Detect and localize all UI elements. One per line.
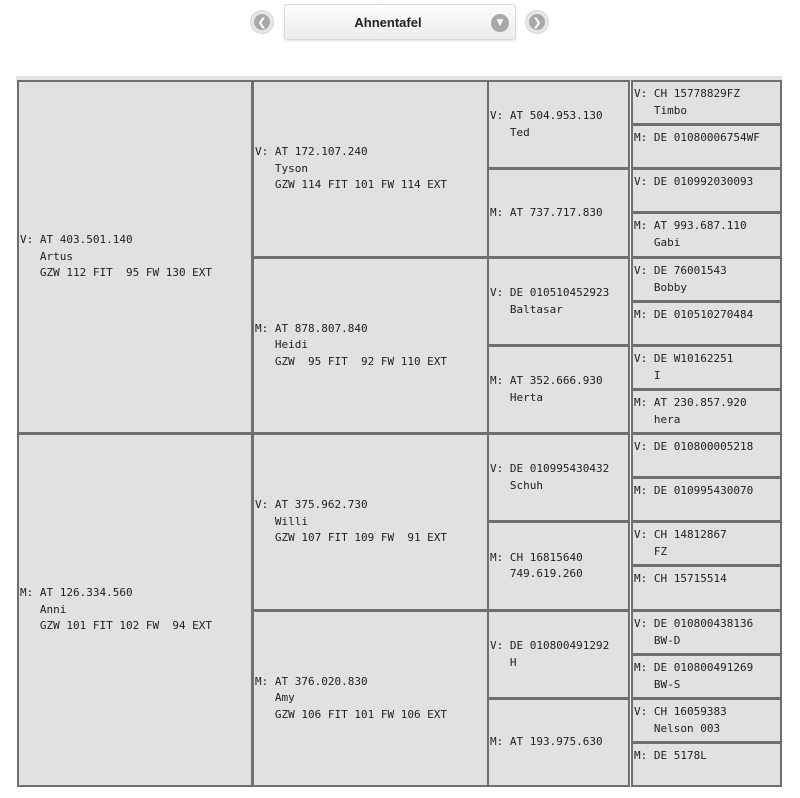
- grandparent-cell: [252, 257, 489, 434]
- previous-button[interactable]: [251, 11, 273, 33]
- great-grandparent-cell: [487, 168, 630, 258]
- animal-name: 749.619.260: [490, 567, 583, 580]
- animal-id: M: AT 352.666.930: [490, 374, 603, 387]
- great-great-grandparent-cell: [631, 610, 782, 655]
- great-grandparent-cell: [487, 345, 630, 434]
- animal-id: M: AT 193.975.630: [490, 735, 603, 749]
- animal-id: M: AT 993.687.110: [634, 219, 747, 232]
- great-great-grandparent-cell: [631, 80, 782, 125]
- great-great-grandparent-cell: [631, 301, 782, 346]
- great-great-grandparent-cell: [631, 521, 782, 566]
- grandparent-cell: [252, 433, 489, 611]
- animal-name: I: [634, 368, 661, 382]
- animal-info: [490, 108, 603, 141]
- animal-info: [255, 497, 447, 547]
- animal-id: V: AT 403.501.140: [20, 233, 133, 247]
- animal-id: V: DE 010800438136: [634, 617, 754, 630]
- animal-id: V: DE 010800005218: [634, 440, 754, 453]
- animal-info: [634, 307, 753, 324]
- animal-id: M: CH 15715514: [634, 572, 727, 585]
- animal-name: Tyson: [255, 161, 308, 175]
- parent-cell: [17, 433, 253, 787]
- animal-name: BW-S: [634, 677, 681, 691]
- animal-name: Baltasar: [490, 302, 563, 316]
- great-great-grandparent-cell: [631, 257, 782, 302]
- animal-name: Artus: [20, 249, 73, 263]
- animal-name: H: [490, 655, 517, 669]
- animal-id: M: DE 010800491269: [634, 661, 754, 674]
- animal-id: V: DE 010995430432: [490, 462, 610, 475]
- animal-name: FZ: [634, 544, 668, 558]
- page-title: Ahnentafel: [354, 14, 422, 30]
- animal-info: [634, 174, 753, 191]
- great-great-grandparent-cell: [631, 345, 782, 390]
- animal-info: [490, 285, 609, 318]
- animal-name: BW-D: [634, 633, 681, 647]
- chevron-right-icon: ❯: [529, 14, 545, 30]
- animal-info: [634, 483, 753, 500]
- animal-info: [490, 638, 609, 671]
- animal-id: V: DE 010992030093: [634, 175, 754, 188]
- great-great-grandparent-cell: [631, 433, 782, 478]
- animal-info: [634, 218, 747, 251]
- great-grandparent-cell: [487, 433, 630, 522]
- animal-id: M: DE 010510270484: [634, 308, 754, 321]
- animal-info: [490, 205, 603, 222]
- animal-name: Herta: [490, 390, 543, 404]
- animal-info: [634, 660, 753, 693]
- next-button[interactable]: [526, 11, 548, 33]
- pedigree-view-select[interactable]: [284, 4, 516, 40]
- great-great-grandparent-cell: [631, 698, 782, 743]
- animal-info: [255, 321, 447, 371]
- animal-info: [490, 461, 609, 494]
- animal-info: [634, 748, 707, 765]
- animal-id: V: DE 010510452923: [490, 286, 610, 299]
- chevron-down-icon: ▼: [491, 14, 509, 32]
- great-great-grandparent-cell: [631, 389, 782, 434]
- animal-info: [20, 232, 212, 282]
- animal-name: Ted: [490, 125, 530, 139]
- animal-info: [490, 373, 603, 406]
- animal-info: [634, 527, 727, 560]
- animal-info: [634, 704, 727, 737]
- great-great-grandparent-cell: [631, 565, 782, 611]
- animal-name: Heidi: [255, 338, 308, 352]
- animal-id: V: DE 010800491292: [490, 639, 610, 652]
- animal-info: [634, 571, 727, 588]
- animal-info: [255, 674, 447, 724]
- great-great-grandparent-cell: [631, 124, 782, 169]
- animal-info: [634, 395, 747, 428]
- animal-info: [490, 550, 583, 583]
- breeding-values: GZW 107 FIT 109 FW 91 EXT: [255, 531, 448, 545]
- animal-name: Willi: [255, 514, 308, 528]
- great-great-grandparent-cell: [631, 477, 782, 522]
- great-great-grandparent-cell: [631, 654, 782, 699]
- animal-info: [634, 130, 760, 147]
- animal-name: Anni: [20, 602, 67, 616]
- breeding-values: GZW 106 FIT 101 FW 106 EXT: [255, 707, 448, 721]
- great-grandparent-cell: [487, 610, 630, 699]
- animal-info: [634, 439, 753, 456]
- animal-id: V: DE 76001543: [634, 264, 727, 277]
- animal-id: M: AT 737.717.830: [490, 205, 603, 219]
- animal-name: Nelson 003: [634, 721, 721, 735]
- great-great-grandparent-cell: [631, 742, 782, 787]
- great-grandparent-cell: [487, 80, 630, 169]
- great-great-grandparent-cell: [631, 168, 782, 213]
- animal-id: M: AT 376.020.830: [255, 674, 368, 688]
- animal-id: V: AT 172.107.240: [255, 145, 368, 159]
- animal-id: M: DE 010995430070: [634, 484, 754, 497]
- animal-name: Amy: [255, 691, 295, 705]
- animal-info: [255, 144, 447, 194]
- grandparent-cell: [252, 610, 489, 787]
- animal-name: Schuh: [490, 478, 543, 492]
- breeding-values: GZW 114 FIT 101 FW 114 EXT: [255, 178, 448, 192]
- animal-name: hera: [634, 412, 681, 426]
- animal-id: M: CH 16815640: [490, 550, 583, 564]
- grandparent-cell: [252, 80, 489, 258]
- animal-id: M: AT 878.807.840: [255, 321, 368, 335]
- breeding-values: GZW 101 FIT 102 FW 94 EXT: [20, 619, 213, 633]
- animal-id: V: CH 15778829FZ: [634, 87, 740, 100]
- animal-id: V: CH 14812867: [634, 528, 727, 541]
- animal-id: M: AT 126.334.560: [20, 586, 133, 600]
- animal-info: [490, 734, 603, 751]
- animal-id: V: CH 16059383: [634, 705, 727, 718]
- animal-info: [634, 616, 753, 649]
- great-grandparent-cell: [487, 521, 630, 611]
- animal-info: [634, 351, 733, 384]
- animal-id: M: AT 230.857.920: [634, 396, 747, 409]
- great-great-grandparent-cell: [631, 212, 782, 258]
- breeding-values: GZW 112 FIT 95 FW 130 EXT: [20, 266, 213, 280]
- animal-info: [634, 263, 727, 296]
- animal-id: M: DE 5178L: [634, 749, 707, 762]
- animal-name: Timbo: [634, 103, 687, 117]
- animal-info: [20, 585, 212, 635]
- great-grandparent-cell: [487, 698, 630, 787]
- animal-name: Gabi: [634, 235, 681, 249]
- animal-id: M: DE 01080006754WF: [634, 131, 760, 144]
- breeding-values: GZW 95 FIT 92 FW 110 EXT: [255, 354, 448, 368]
- animal-info: [634, 86, 740, 119]
- parent-cell: [17, 80, 253, 434]
- animal-id: V: DE W10162251: [634, 352, 734, 365]
- chevron-left-icon: ❮: [254, 14, 270, 30]
- animal-id: V: AT 504.953.130: [490, 109, 603, 122]
- animal-id: V: AT 375.962.730: [255, 498, 368, 512]
- great-grandparent-cell: [487, 257, 630, 346]
- animal-name: Bobby: [634, 280, 687, 294]
